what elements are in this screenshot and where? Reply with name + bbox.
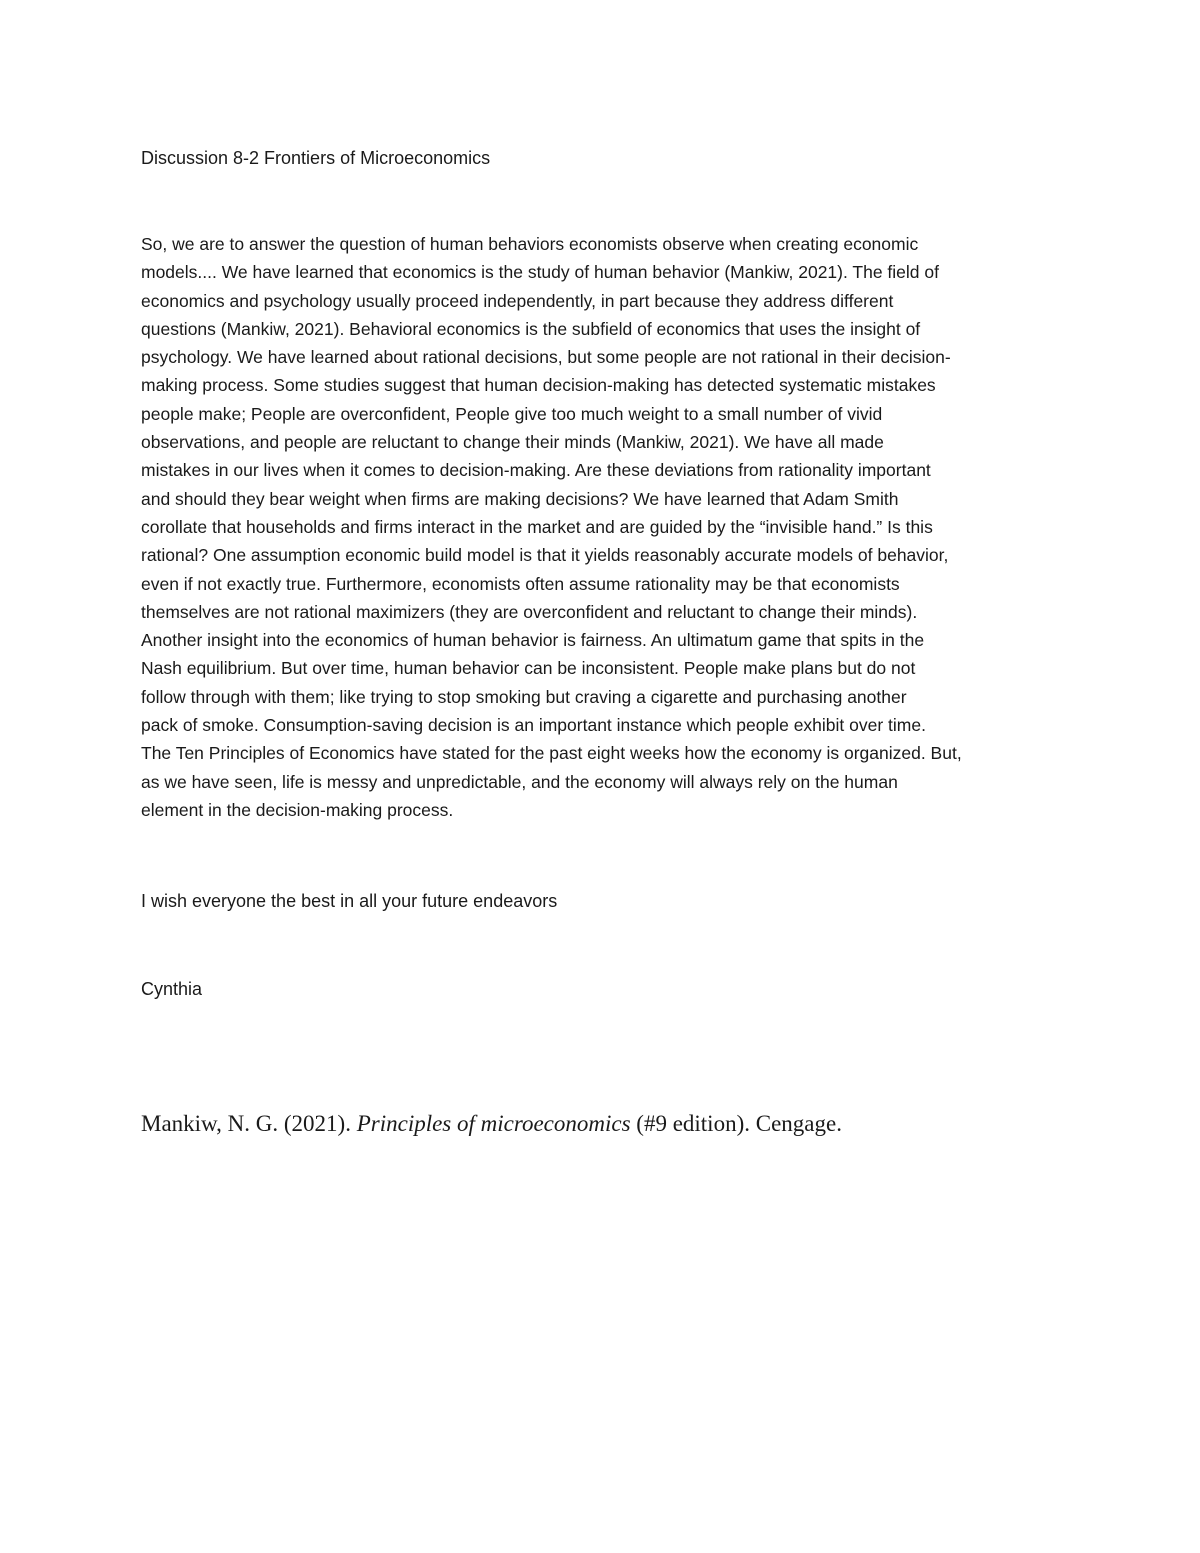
reference-edition-publisher: (#9 edition). Cengage.: [630, 1111, 842, 1136]
body-line: psychology. We have learned about rational decisions, but some people are not rational in their decision-: [141, 347, 951, 368]
body-line: follow through with them; like trying to stop smoking but craving a cigarette and purchasing another: [141, 686, 907, 707]
reference-citation: [141, 1108, 842, 1140]
body-line: making process. Some studies suggest that human decision-making has detected systematic mistakes: [141, 375, 936, 396]
body-line: economics and psychology usually proceed independently, in part because they address different: [141, 290, 894, 311]
signature: Cynthia: [141, 979, 203, 999]
body-line: people make; People are overconfident, People give too much weight to a small number of vivid: [141, 403, 883, 424]
body-line: Nash equilibrium. But over time, human behavior can be inconsistent. People make plans but do not: [141, 658, 916, 679]
body-paragraph: [141, 230, 1071, 824]
body-line: questions (Mankiw, 2021). Behavioral economics is the subfield of economics that uses the insight of: [141, 318, 921, 339]
closing-line: I wish everyone the best in all your future endeavors: [141, 891, 558, 911]
reference-authors-year: Mankiw, N. G. (2021).: [141, 1111, 357, 1136]
body-line: even if not exactly true. Furthermore, economists often assume rationality may be that economists: [141, 573, 900, 594]
body-line: observations, and people are reluctant to change their minds (Mankiw, 2021). We have all made: [141, 432, 884, 453]
body-line: element in the decision-making process.: [141, 799, 454, 820]
body-line: pack of smoke. Consumption-saving decision is an important instance which people exhibit over time.: [141, 715, 926, 736]
body-line: as we have seen, life is messy and unpredictable, and the economy will always rely on the human: [141, 771, 898, 792]
document-title: Discussion 8-2 Frontiers of Microeconomics: [141, 148, 491, 168]
body-line: The Ten Principles of Economics have stated for the past eight weeks how the economy is organized. But,: [141, 743, 962, 764]
reference-book-title: Principles of microeconomics: [356, 1111, 631, 1136]
body-line: So, we are to answer the question of human behaviors economists observe when creating economic: [141, 234, 919, 254]
body-line: Another insight into the economics of human behavior is fairness. An ultimatum game that spits in the: [141, 630, 925, 651]
body-line: rational? One assumption economic build model is that it yields reasonably accurate models of behavior,: [141, 545, 949, 566]
body-line: and should they bear weight when firms are making decisions? We have learned that Adam Smith: [141, 488, 899, 509]
body-line: mistakes in our lives when it comes to decision-making. Are these deviations from rationality important: [141, 460, 931, 481]
body-line: corollate that households and firms interact in the market and are guided by the “invisible hand.” Is this: [141, 516, 933, 537]
body-line: models.... We have learned that economics is the study of human behavior (Mankiw, 2021). The field of: [141, 262, 939, 283]
body-line: themselves are not rational maximizers (they are overconfident and reluctant to change their minds).: [141, 601, 918, 622]
